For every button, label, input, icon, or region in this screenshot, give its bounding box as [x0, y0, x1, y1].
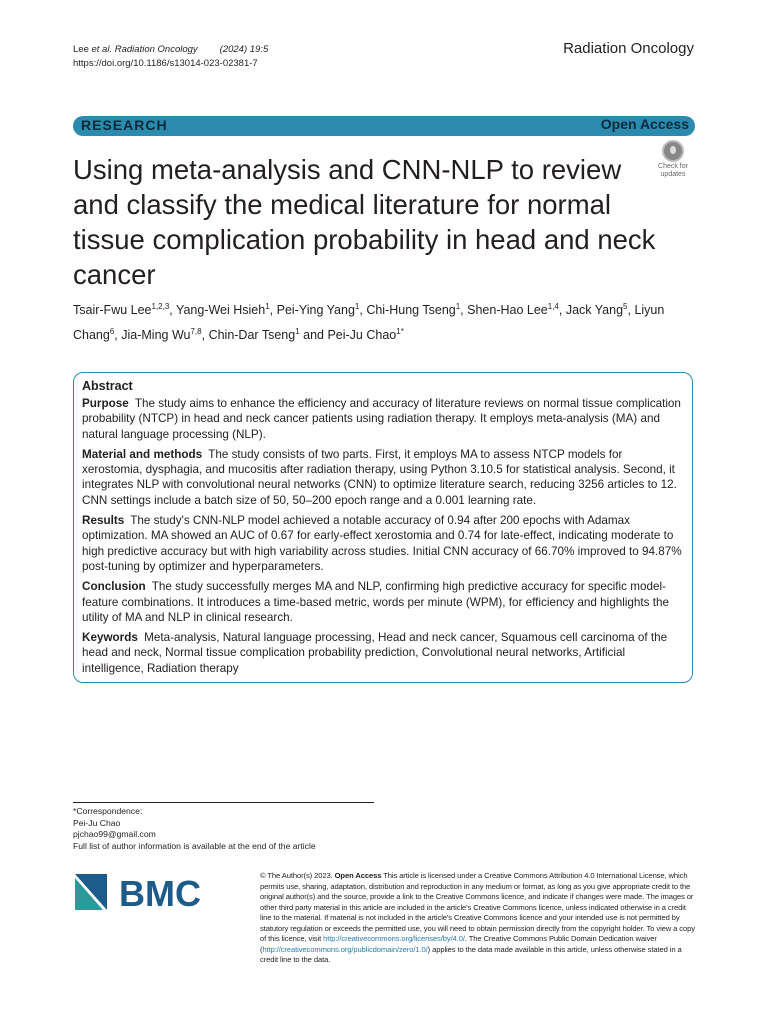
author-affiliation: 6: [109, 327, 115, 337]
correspondence-block: [73, 806, 316, 852]
abstract-section: [82, 579, 685, 625]
abstract-section-label: Material and methods: [82, 447, 203, 461]
author-separator: ,: [359, 303, 367, 318]
bmc-logo-icon: [75, 872, 215, 912]
section-label: RESEARCH: [81, 117, 168, 133]
author-separator: ,: [169, 303, 177, 318]
journal-name: Radiation Oncology: [563, 40, 694, 57]
doi-link[interactable]: https://doi.org/10.1186/s13014-023-02381-7: [73, 58, 258, 69]
author-separator: ,: [558, 303, 566, 318]
correspondence-label: *Correspondence:: [73, 806, 143, 816]
abstract-section-label: Keywords: [82, 631, 138, 645]
author-name[interactable]: Jack Yang: [565, 303, 624, 318]
author-separator: ,: [460, 303, 468, 318]
abstract-section-text: The study aims to enhance the efficiency and accuracy of literature reviews on normal tissue complication probability (NTCP) in head and neck cancer patients using radiation therapy. It employs meta-analysis (MA) and natural language processing (NLP).: [82, 397, 681, 441]
correspondence-email[interactable]: pjchao99@gmail.com: [73, 829, 156, 839]
author-name[interactable]: Chin-Dar Tseng: [208, 328, 296, 343]
check-updates-line1: Check for: [658, 163, 688, 170]
check-for-updates-badge[interactable]: [652, 140, 694, 180]
author-affiliation: 1: [455, 302, 461, 311]
footnote-divider: [73, 802, 374, 803]
abstract-section: [82, 513, 685, 574]
license-link[interactable]: http://creativecommons.org/licenses/by/4.0/: [323, 934, 465, 943]
public-domain-link[interactable]: http://creativecommons.org/publicdomain/zero/1.0/: [262, 944, 428, 954]
author-separator: and: [299, 328, 328, 343]
author-info-note: Full list of author information is available at the end of the article: [73, 840, 316, 851]
author-name[interactable]: Pei-Ju Chao: [327, 328, 397, 343]
author-separator: ,: [627, 303, 635, 318]
author-affiliation: 1,4: [547, 302, 559, 311]
check-updates-line2: updates: [660, 171, 686, 178]
abstract-section-text: The study's CNN-NLP model achieved a notable accuracy of 0.94 after 200 epochs with Adamax optimization. MA showed an AUC of 0.67 for early-effect xerostomia and 0.74 for late-effect, indicating moderate to high predictive accuracy but with high variability across studies. Initial CNN accuracy of 66.70% improved to 94.87% post-tuning by optimizer and hyperparameters.: [82, 514, 682, 573]
correspondence-name: Pei-Ju Chao: [73, 817, 121, 828]
author-list: [73, 296, 693, 346]
abstract-section-text: The study consists of two parts. First, it employs MA to assess NTCP models for xerostomia, dysphagia, and mucositis after radiation therapy, using Python 3.10.5 for statistical analysis. Second, it integrates NLP with convolutional neural networks (CNN) to optimize literature search, reducing 3256 articles to 12. CNN settings include a batch size of 50, 50–200 epoch range and a 0.001 learning rate.: [82, 447, 677, 507]
author-name[interactable]: Pei-Ying Yang: [276, 303, 355, 318]
abstract-section-label: Results: [82, 514, 125, 528]
abstract-heading: Abstract: [82, 379, 133, 393]
author-affiliation: 7,8: [190, 327, 202, 337]
citation-text: Lee et al. Radiation Oncology: [73, 44, 198, 55]
author-affiliation: 1,2,3: [151, 302, 170, 311]
author-affiliation: 5: [623, 302, 628, 311]
author-affiliation: 1: [265, 302, 270, 311]
license-text: © The Author(s) 2023. Open Access This article is licensed under a Creative Commons Attribution 4.0 International License, which permits use, sharing, adaptation, distribution and reproduction in any medium or format, as long as you give appropriate credit to the original author(s) and the source, provide a link to the Creative Commons licence, and indicate if changes were made. The images or other third party material in this article are included in the article's Creative Commons licence, unless indicated otherwise in a credit line to the material. If material is not included in the article's Creative Commons licence and your intended use is not permitted by statutory regulation or exceeds the permitted use, you will need to obtain permission directly from the copyright holder. To view a copy of this licence, visit http://creativecommons.org/licenses/by/4.0/. The Creative Commons Public Domain Dedication waiver (http://creativecommons.org/publicdomain/zero/1.0/) applies to the data made available in this article, unless otherwise stated in a credit line to the data.: [260, 871, 695, 964]
abstract-section-text: The study successfully merges MA and NLP, confirming high predictive accuracy for specific model-feature combinations. It introduces a time-based metric, words per minute (WPM), for efficiency and highlights the utility of MA and NLP in clinical research.: [82, 580, 670, 624]
author-name[interactable]: Yang-Wei Hsieh: [176, 303, 266, 318]
citation-block: [73, 43, 268, 71]
abstract-section-text: Meta-analysis, Natural language processing, Head and neck cancer, Squamous cell carcinoma of the head and neck, Normal tissue complication probability prediction, Convolutional neural networks, Artificial intelligence, Radiation therapy: [82, 631, 668, 675]
section-banner: [73, 116, 695, 136]
author-name[interactable]: Jia-Ming Wu: [121, 328, 191, 343]
author-affiliation: 1: [295, 327, 300, 337]
citation-year: (2024) 19:5: [219, 44, 269, 55]
abstract-sections: [82, 396, 685, 676]
bmc-logo-text: BMC: [119, 873, 201, 912]
author-separator: ,: [114, 328, 122, 343]
author-affiliation: 1*: [396, 327, 404, 337]
bmc-logo: [75, 872, 215, 912]
author-separator: ,: [201, 328, 209, 343]
abstract-section-label: Conclusion: [82, 580, 146, 594]
author-name[interactable]: Liyun Chang: [73, 303, 665, 343]
open-access-bold: Open Access: [334, 871, 382, 880]
abstract-section: [82, 396, 685, 442]
abstract-section: [82, 630, 685, 676]
author-name[interactable]: Chi-Hung Tseng: [366, 303, 456, 318]
author-name[interactable]: Tsair-Fwu Lee: [73, 303, 152, 318]
check-updates-icon: [662, 140, 684, 162]
article-title: Using meta-analysis and CNN-NLP to review and classify the medical literature for normal tissue complication probability in head and neck cancer: [73, 154, 656, 290]
abstract-box: [73, 372, 693, 683]
author-name[interactable]: Shen-Hao Lee: [467, 303, 548, 318]
author-affiliation: 1: [354, 302, 360, 311]
author-separator: ,: [269, 303, 277, 318]
abstract-section: [82, 447, 685, 508]
open-access-label: Open Access: [600, 116, 689, 132]
abstract-section-label: Purpose: [82, 397, 129, 410]
